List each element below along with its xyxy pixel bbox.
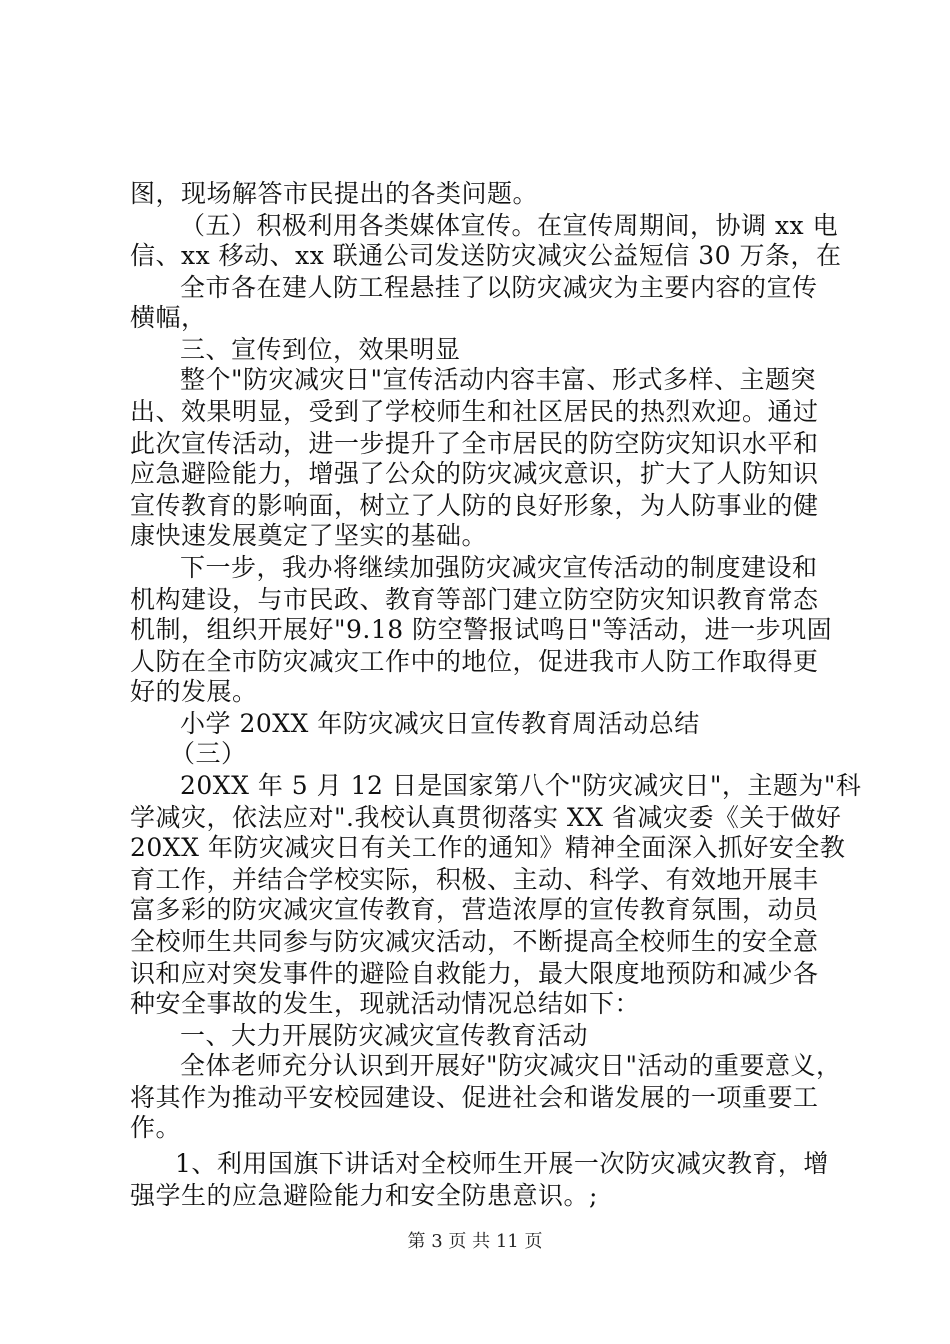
text-line: 横幅，	[130, 303, 207, 332]
text-line: 识和应对突发事件的避险自救能力，最大限度地预防和减少各	[130, 959, 819, 988]
text-line: 将其作为推动平安校园建设、促进社会和谐发展的一项重要工	[130, 1083, 819, 1112]
text-line: 20XX 年防灾减灾日有关工作的通知》精神全面深入抓好安全教	[130, 833, 846, 862]
text-line: 强学生的应急避险能力和安全防患意识。;	[130, 1181, 598, 1210]
text-line: 富多彩的防灾减灾宣传教育，营造浓厚的宣传教育氛围，动员	[130, 895, 819, 924]
text-line: 人防在全市防灾减灾工作中的地位，促进我市人防工作取得更	[130, 647, 819, 676]
text-line: 此次宣传活动，进一步提升了全市居民的防空防灾知识水平和	[130, 429, 819, 458]
text-line: 好的发展。	[130, 677, 258, 706]
text-line: 信、xx 移动、xx 联通公司发送防灾减灾公益短信 30 万条，在	[130, 241, 842, 270]
text-line: 下一步，我办将继续加强防灾减灾宣传活动的制度建设和	[180, 553, 818, 582]
text-line: 机构建设，与市民政、教育等部门建立防空防灾知识教育常态	[130, 585, 819, 614]
text-line: 出、效果明显，受到了学校师生和社区居民的热烈欢迎。通过	[130, 397, 819, 426]
page-footer: 第 3 页 共 11 页	[407, 1231, 543, 1252]
text-line: 全校师生共同参与防灾减灾活动，不断提高全校师生的安全意	[130, 927, 819, 956]
text-line: 全市各在建人防工程悬挂了以防灾减灾为主要内容的宣传	[180, 273, 818, 302]
text-line: 康快速发展奠定了坚实的基础。	[130, 521, 488, 550]
text-line: 学减灾，依法应对".我校认真贯彻落实 XX 省减灾委《关于做好	[130, 803, 842, 832]
text-line: （五）积极利用各类媒体宣传。在宣传周期间，协调 xx 电	[180, 211, 839, 240]
document-subtitle: （三）	[170, 739, 247, 768]
text-line: 整个"防灾减灾日"宣传活动内容丰富、形式多样、主题突	[180, 365, 817, 394]
text-line: 宣传教育的影响面，树立了人防的良好形象，为人防事业的健	[130, 491, 819, 520]
text-line: 应急避险能力，增强了公众的防灾减灾意识，扩大了人防知识	[130, 459, 819, 488]
section-heading: 三、宣传到位，效果明显	[180, 335, 461, 364]
text-line: 机制，组织开展好"9.18 防空警报试鸣日"等活动，进一步巩固	[130, 615, 833, 644]
document-title: 小学 20XX 年防灾减灾日宣传教育周活动总结	[180, 709, 700, 738]
text-line: 育工作，并结合学校实际，积极、主动、科学、有效地开展丰	[130, 865, 819, 894]
text-line: 全体老师充分认识到开展好"防灾减灾日"活动的重要意义，	[180, 1051, 842, 1080]
text-line: 20XX 年 5 月 12 日是国家第八个"防灾减灾日"，主题为"科	[180, 771, 862, 800]
text-line: 图，现场解答市民提出的各类问题。	[130, 179, 539, 208]
text-line: 作。	[130, 1113, 182, 1142]
section-heading: 一、大力开展防灾减灾宣传教育活动	[180, 1021, 589, 1050]
text-line: 1、利用国旗下讲话对全校师生开展一次防灾减灾教育，增	[175, 1149, 829, 1178]
text-line: 种安全事故的发生，现就活动情况总结如下：	[130, 989, 641, 1018]
